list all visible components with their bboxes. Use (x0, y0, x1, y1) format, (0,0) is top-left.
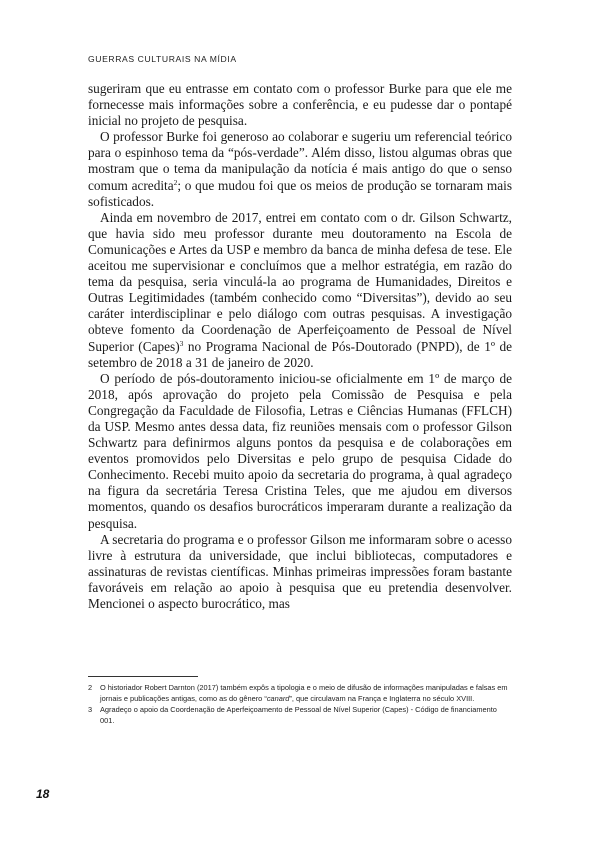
paragraph-2-text-b: ; o que mudou foi que os meios de produção se tornaram mais sofisticados. (88, 177, 512, 209)
footnote-number: 3 (88, 705, 93, 715)
paragraph-2 (88, 129, 512, 209)
footnote-text-a: O historiador Robert Darnton (2017) também expôs a tipologia e o meio de difusão de informações manipuladas e falsas em jornais e publicações antigas, como as do gênero “ (100, 683, 508, 703)
footnote-text-b: ”, que circulavam na França e Inglaterra no século XVIII. (289, 693, 475, 703)
footnote-divider (88, 676, 198, 677)
footnote-text (100, 683, 512, 704)
footnote-ref-3[interactable]: 3 (179, 338, 184, 348)
footnote-item (88, 683, 512, 704)
running-header: GUERRAS CULTURAIS NA MÍDIA (88, 54, 237, 64)
footnote-text: Agradeço o apoio da Coordenação de Aperfeiçoamento de Pessoal de Nível Superior (Capes) - Código de financiamento 001. (100, 705, 497, 725)
page-number: 18 (36, 787, 50, 801)
paragraph-5: A secretaria do programa e o professor Gilson me informaram sobre o acesso livre à estrutura da universidade, que inclui bibliotecas, computadores e assinaturas de revistas científicas. Minhas primeiras impressões foram bastante favoráveis em relação ao apoio à pesquisa que eu pretendia desenvolver. Mencionei o aspecto burocrático, mas (88, 531, 512, 611)
paragraph-4: O período de pós-doutoramento iniciou-se oficialmente em 1º de março de 2018, após aprovação do projeto pela Comissão de Pesquisa e pela Congregação da Faculdade de Filosofia, Letras e Ciências Humanas (FFLCH) da USP. Mesmo antes dessa data, fiz reuniões mensais com o professor Gilson Schwartz para definirmos alguns pontos da pesquisa e de colaborações em eventos promovidos pelo Diversitas e pelo grupo de pesquisa Cidade do Conhecimento. Recebi muito apoio da secretaria do programa, à qual agradeço na figura da secretária Teresa Cristina Teles, que me ajudou em diversos momentos, quando os desafios burocráticos imperaram durante a realização da pesquisa. (88, 370, 512, 531)
body-text (88, 81, 512, 612)
paragraph-2-text-a: O professor Burke foi generoso ao colaborar e sugeriu um referencial teórico para o espinhoso tema da “pós-verdade”. Além disso, listou algumas obras que mostram que o tema da manipulação da notícia é mais antigo do que o senso comum acredita (88, 129, 512, 193)
paragraph-3 (88, 210, 512, 371)
paragraph-3-text-b: no Programa Nacional de Pós-Doutorado (PNPD), de 1º de setembro de 2018 a 31 de janeiro de 2020. (88, 338, 513, 370)
paragraph-1: sugeriram que eu entrasse em contato com o professor Burke para que ele me fornecesse mais informações sobre a conferência, e eu pudesse dar o pontapé inicial no projeto de pesquisa. (88, 81, 512, 129)
footnote-emphasis: canard (266, 693, 290, 703)
footnote-number: 2 (88, 683, 93, 692)
footnote-item (88, 705, 512, 726)
footnotes (88, 683, 512, 727)
footnote-ref-2[interactable]: 2 (173, 177, 178, 187)
paragraph-3-text-a: Ainda em novembro de 2017, entrei em contato com o dr. Gilson Schwartz, que havia sido meu professor durante meu doutoramento na Escola de Comunicações e Artes da USP e membro da banca de minha defesa de tese. Ele aceitou me supervisionar e concluímos que a melhor estratégia, em razão do tema da pesquisa, seria vinculá-la ao programa de Humanidades, Direitos e Outras Legitimidades (também conhecido como “Diversitas”), devido ao seu caráter interdisciplinar e pelo diálogo com outras pesquisas. A investigação obteve fomento da Coordenação de Aperfeiçoamento de Pessoal de Nível Superior (Capes) (88, 209, 512, 354)
